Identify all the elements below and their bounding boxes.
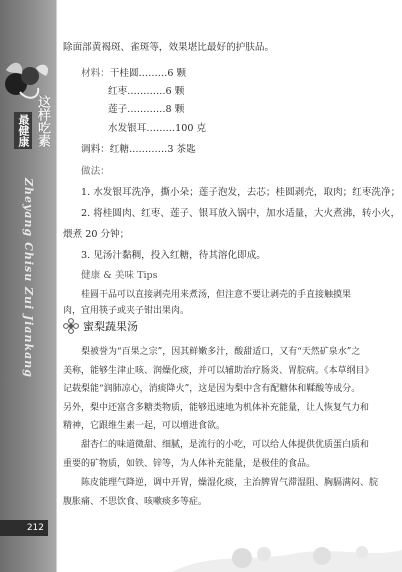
paragraph-line: 另外，梨中还富含多糖类物质，能够迅速地为机体补充能量，让人恢复气力和 <box>63 402 370 413</box>
paragraph-line: 甜杏仁的味道微甜、细腻，是流行的小吃，可以给人体提供优质蛋白质和 <box>81 440 370 450</box>
method-step: 1. 水发银耳洗净，撕小朵；莲子泡发，去芯；桂圆剥壳，取肉；红枣洗净； <box>81 187 401 198</box>
flower-icon <box>63 318 79 334</box>
tips-line: 桂圆干品可以直接剥壳用来煮汤，但注意不要让剥壳的手直接触摸果 <box>81 290 352 300</box>
ingredient-item: 水发银耳………100 克 <box>108 123 207 134</box>
ingredients-label: 材料： <box>81 68 110 79</box>
recipe-heading <box>63 318 138 334</box>
ingredient-item: 红枣…………6 颗 <box>108 86 185 97</box>
paragraph-line: 陈皮能理气降逆，调中开胃，燥湿化痰，主治脾胃气滞湿阻、胸膈满闷、脘 <box>81 478 379 488</box>
tips-line: 肉，宜用筷子或夹子钳出果肉。 <box>63 306 190 316</box>
paragraph-line: 记载梨能“润肺凉心，消痰降火”，这是因为梨中含有配糖体和鞣酸等成分。 <box>63 384 361 395</box>
footer-floral-decoration <box>172 532 402 572</box>
intro-line: 除面部黄褐斑、雀斑等，效果堪比最好的护肤品。 <box>63 42 275 53</box>
series-pinyin: Zheyang Chisu Zui Jiankang <box>22 178 35 378</box>
method-step: 3. 见汤汁黏稠，投入红糖，待其溶化即成。 <box>81 250 266 261</box>
seasoning-line: 调料：红糖…………3 茶匙 <box>81 144 196 155</box>
series-title: 这样吃素 <box>35 95 50 147</box>
ingredient-item: 干桂圆………6 颗 <box>109 68 187 79</box>
tips-label: 健康 & 美味 Tips <box>81 270 158 281</box>
paragraph-line: 精神，它跟维生素一起，可以增进食欲。 <box>63 421 226 432</box>
body-paragraph <box>63 474 389 511</box>
page-number: 212 <box>0 520 48 536</box>
method-label: 做法： <box>81 166 110 177</box>
paragraph-line: 梨被誉为“百果之宗”，因其鲜嫩多汁，酸甜适口，又有“天然矿泉水”之 <box>81 347 361 357</box>
method-step: 煨煮 20 分钟； <box>63 229 130 240</box>
body-paragraph <box>63 343 389 436</box>
ingredients-row-1 <box>81 68 186 80</box>
recipe-title: 蜜梨蔬果汤 <box>83 320 138 333</box>
paragraph-line: 重要的矿物质，如铁、锌等，为人体补充能量，是极佳的食品。 <box>63 458 316 469</box>
series-subtitle: 最健康 <box>14 112 32 149</box>
sidebar <box>0 0 57 572</box>
paragraph-line: 腹胀痛、不思饮食、咳嗽痰多等症。 <box>63 496 208 507</box>
paragraph-line: 美称，能够生津止咳、润燥化痰，并可以辅助治疗肠炎、胃脘病。《本草纲目》 <box>63 365 374 376</box>
ingredient-item: 莲子…………8 颗 <box>108 104 185 115</box>
method-step: 2. 将桂圆肉、红枣、莲子、银耳放入锅中，加水适量，大火煮沸，转小火， <box>81 208 401 219</box>
body-paragraph <box>63 436 389 473</box>
